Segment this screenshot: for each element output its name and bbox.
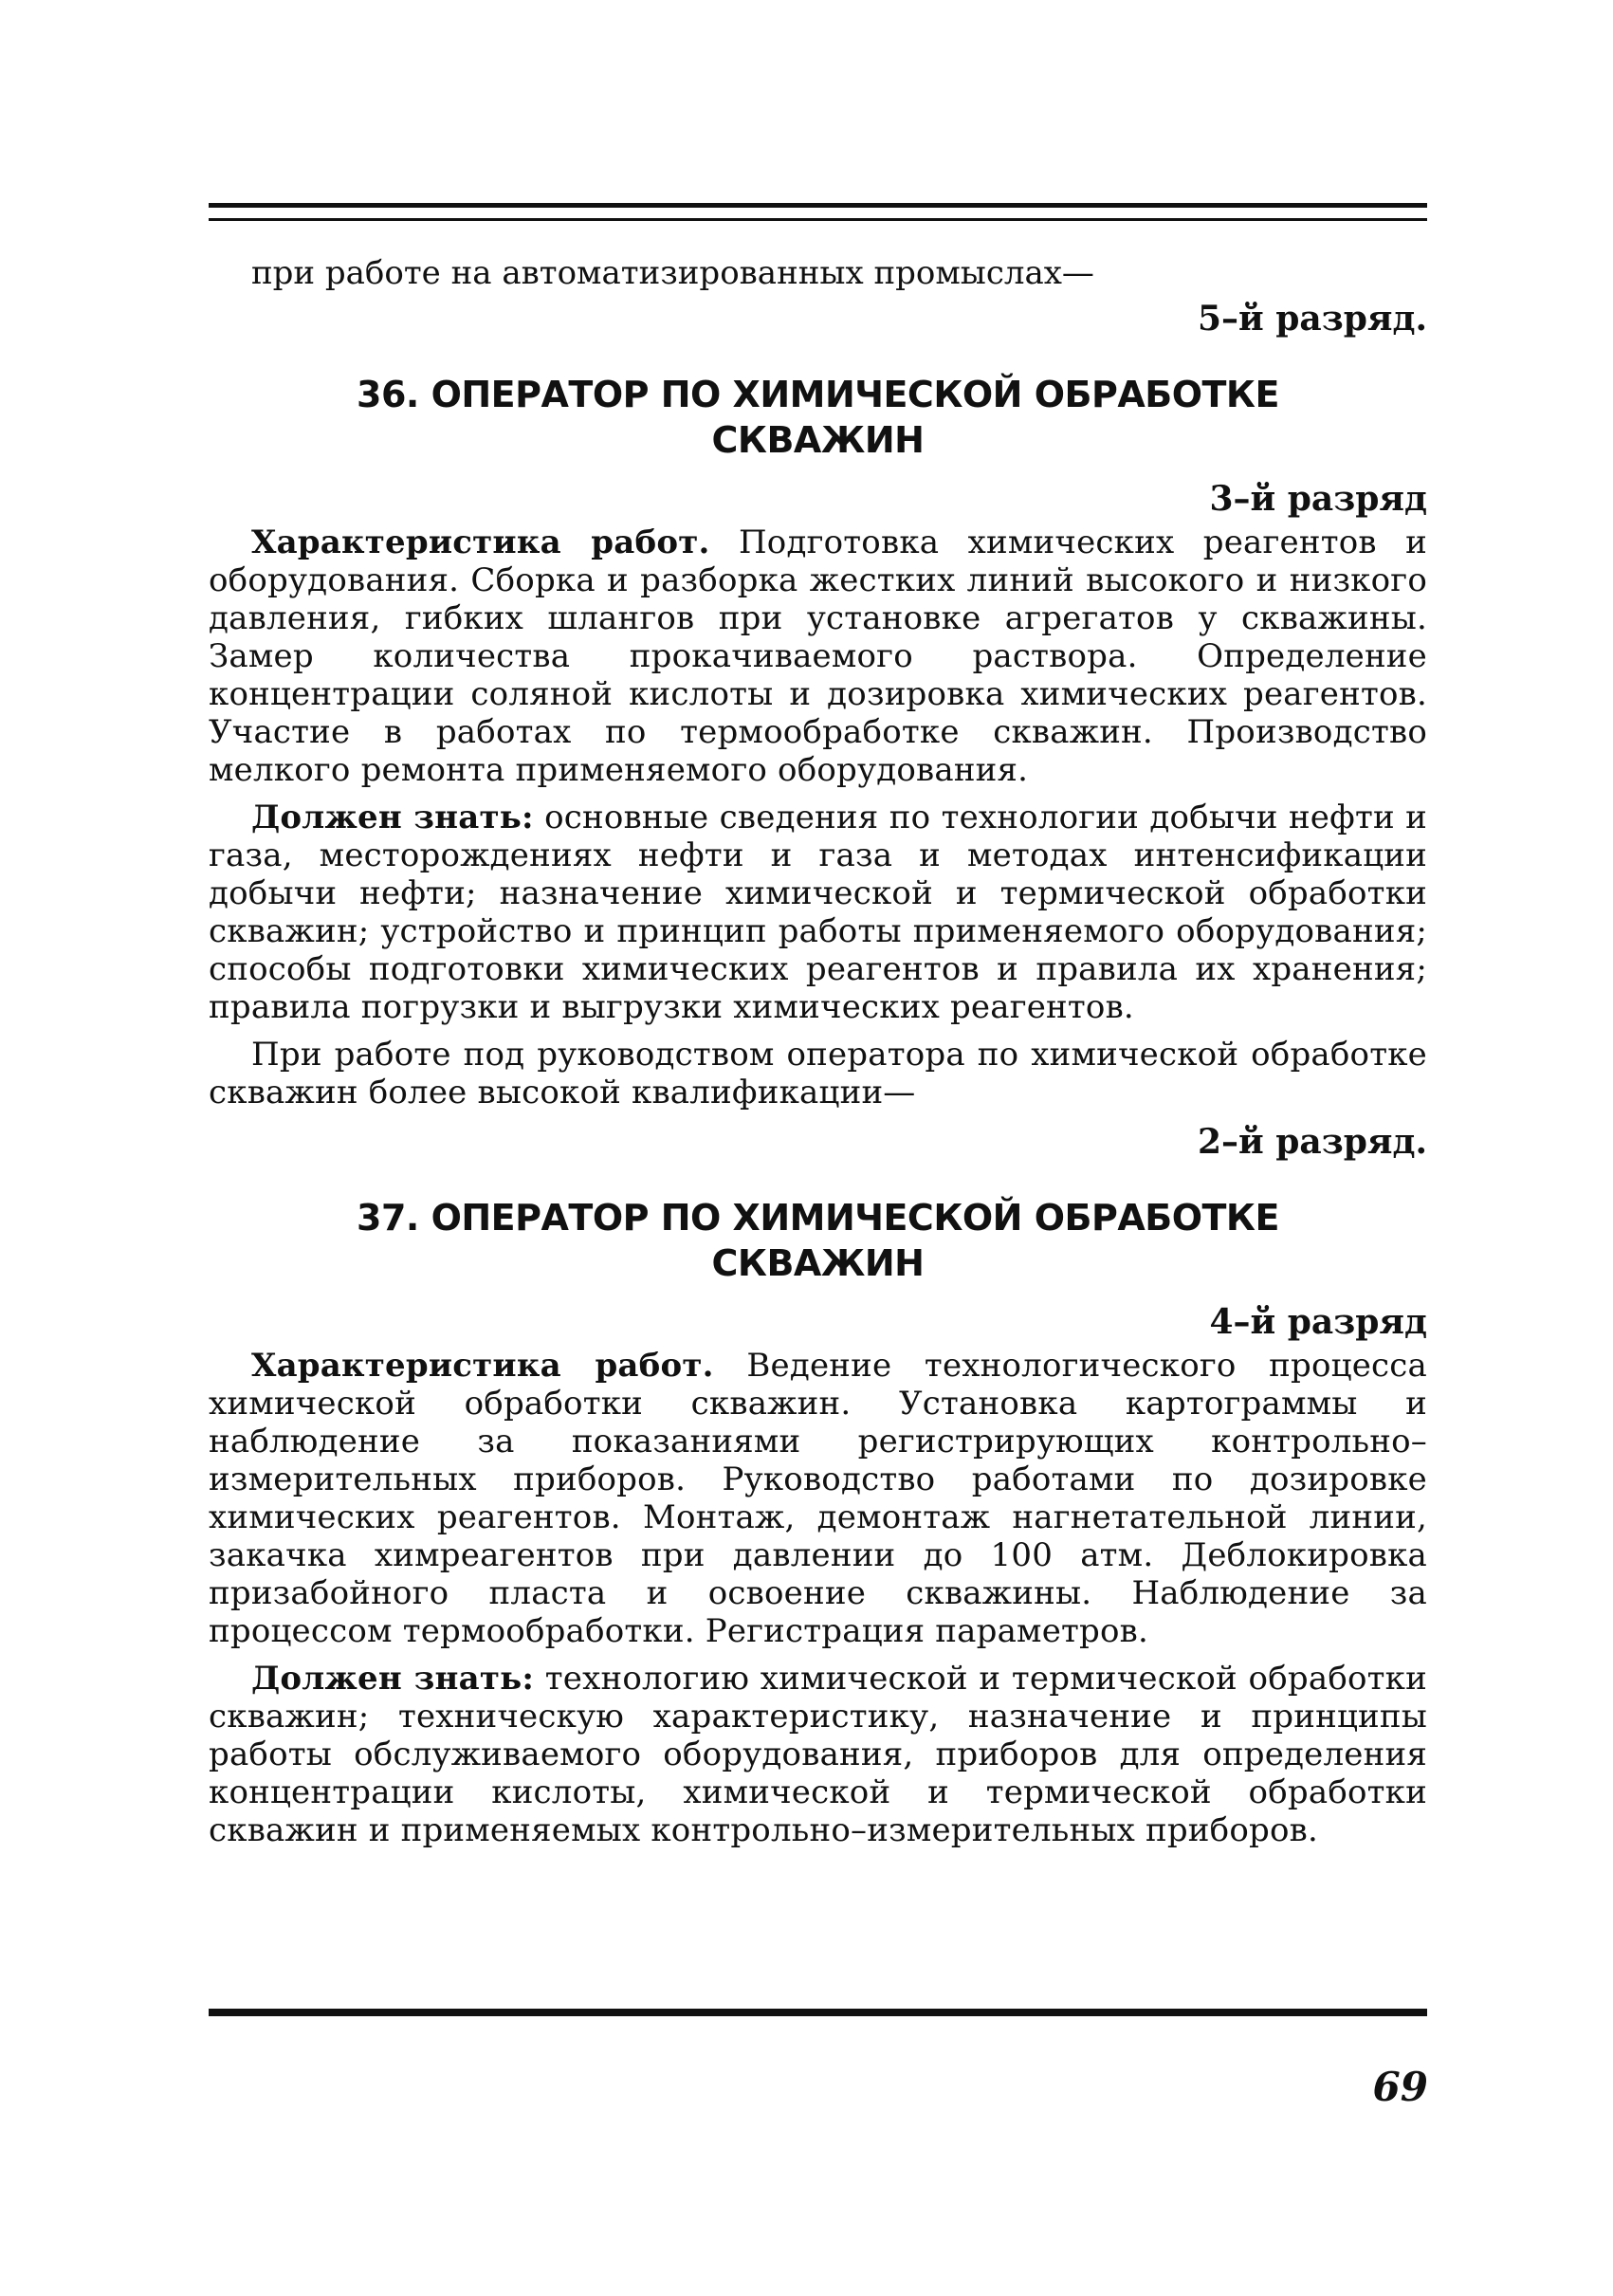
section-36-characteristics-text: Подготовка химических реагентов и оборудования. Сборка и разборка жестких линий высокого и низкого давления, гибких шлангов при установке агрегатов у скважины. Замер количества прокачиваемого раствора. Определение концентрации соляной кислоты и дозировка химических реагентов. Участие в работах по термообработке скважин. Производство мелкого ремонта применяемого оборудования.: [209, 523, 1427, 789]
section-37-characteristics-lead: Характеристика работ.: [251, 1347, 714, 1385]
section-37-characteristics: [209, 1347, 1427, 1650]
section-36-knowledge-text: основные сведения по технологии добычи нефти и газа, месторождениях нефти и газа и методах интенсификации добычи нефти; назначение химической и термической обработки скважин; устройство и принцип работы применяемого оборудования; способы подготовки химических реагентов и правила их хранения; правила погрузки и выгрузки химических реагентов.: [209, 799, 1427, 1026]
page-number: 69: [1372, 2064, 1428, 2110]
section-36-title-line1: 36. ОПЕРАТОР ПО ХИМИЧЕСКОЙ ОБРАБОТКЕ: [357, 374, 1279, 415]
header-rule-thin: [209, 218, 1427, 221]
section-36-knowledge-lead: Должен знать:: [251, 799, 534, 836]
section-37-title-line2: СКВАЖИН: [711, 1242, 925, 1284]
page-content: [209, 254, 1427, 1859]
intro-rank: 5–й разряд.: [1197, 299, 1427, 339]
section-36-supervision-rank: 2–й разряд.: [1197, 1122, 1427, 1162]
section-36-title-line2: СКВАЖИН: [711, 419, 925, 461]
section-37-knowledge-text: технологию химической и термической обработки скважин; техническую характеристику, назначение и принципы работы обслуживаемого оборудования, приборов для определения концентрации кислоты, химической и термической обработки скважин и применяемых контрольно–измерительных приборов.: [209, 1660, 1427, 1849]
section-37-title-line1: 37. ОПЕРАТОР ПО ХИМИЧЕСКОЙ ОБРАБОТКЕ: [357, 1197, 1279, 1239]
section-36-supervision: При работе под руководством оператора по химической обработке скважин более высокой квалификации—: [209, 1036, 1427, 1111]
section-37-knowledge-lead: Должен знать:: [251, 1660, 535, 1698]
section-37-rank: 4–й разряд: [1209, 1302, 1427, 1342]
section-36-rank: 3–й разряд: [1209, 479, 1427, 519]
section-36-knowledge: [209, 799, 1427, 1026]
intro-line: при работе на автоматизированных промыслах—: [251, 254, 1094, 292]
section-36-characteristics-lead: Характеристика работ.: [251, 523, 710, 561]
section-37-characteristics-text: Ведение технологического процесса химической обработки скважин. Установка картограммы и наблюдение за показаниями регистрирующих контрольно–измерительных приборов. Руководство работами по дозировке химических реагентов. Монтаж, демонтаж нагнетательной линии, закачка химреагентов при давлении до 100 атм. Деблокировка призабойного пласта и освоение скважины. Наблюдение за процессом термообработки. Регистрация параметров.: [209, 1347, 1427, 1650]
section-37-knowledge: [209, 1660, 1427, 1849]
header-rule-thick: [209, 203, 1427, 208]
footer-rule: [209, 2009, 1427, 2016]
section-36-characteristics: [209, 523, 1427, 789]
